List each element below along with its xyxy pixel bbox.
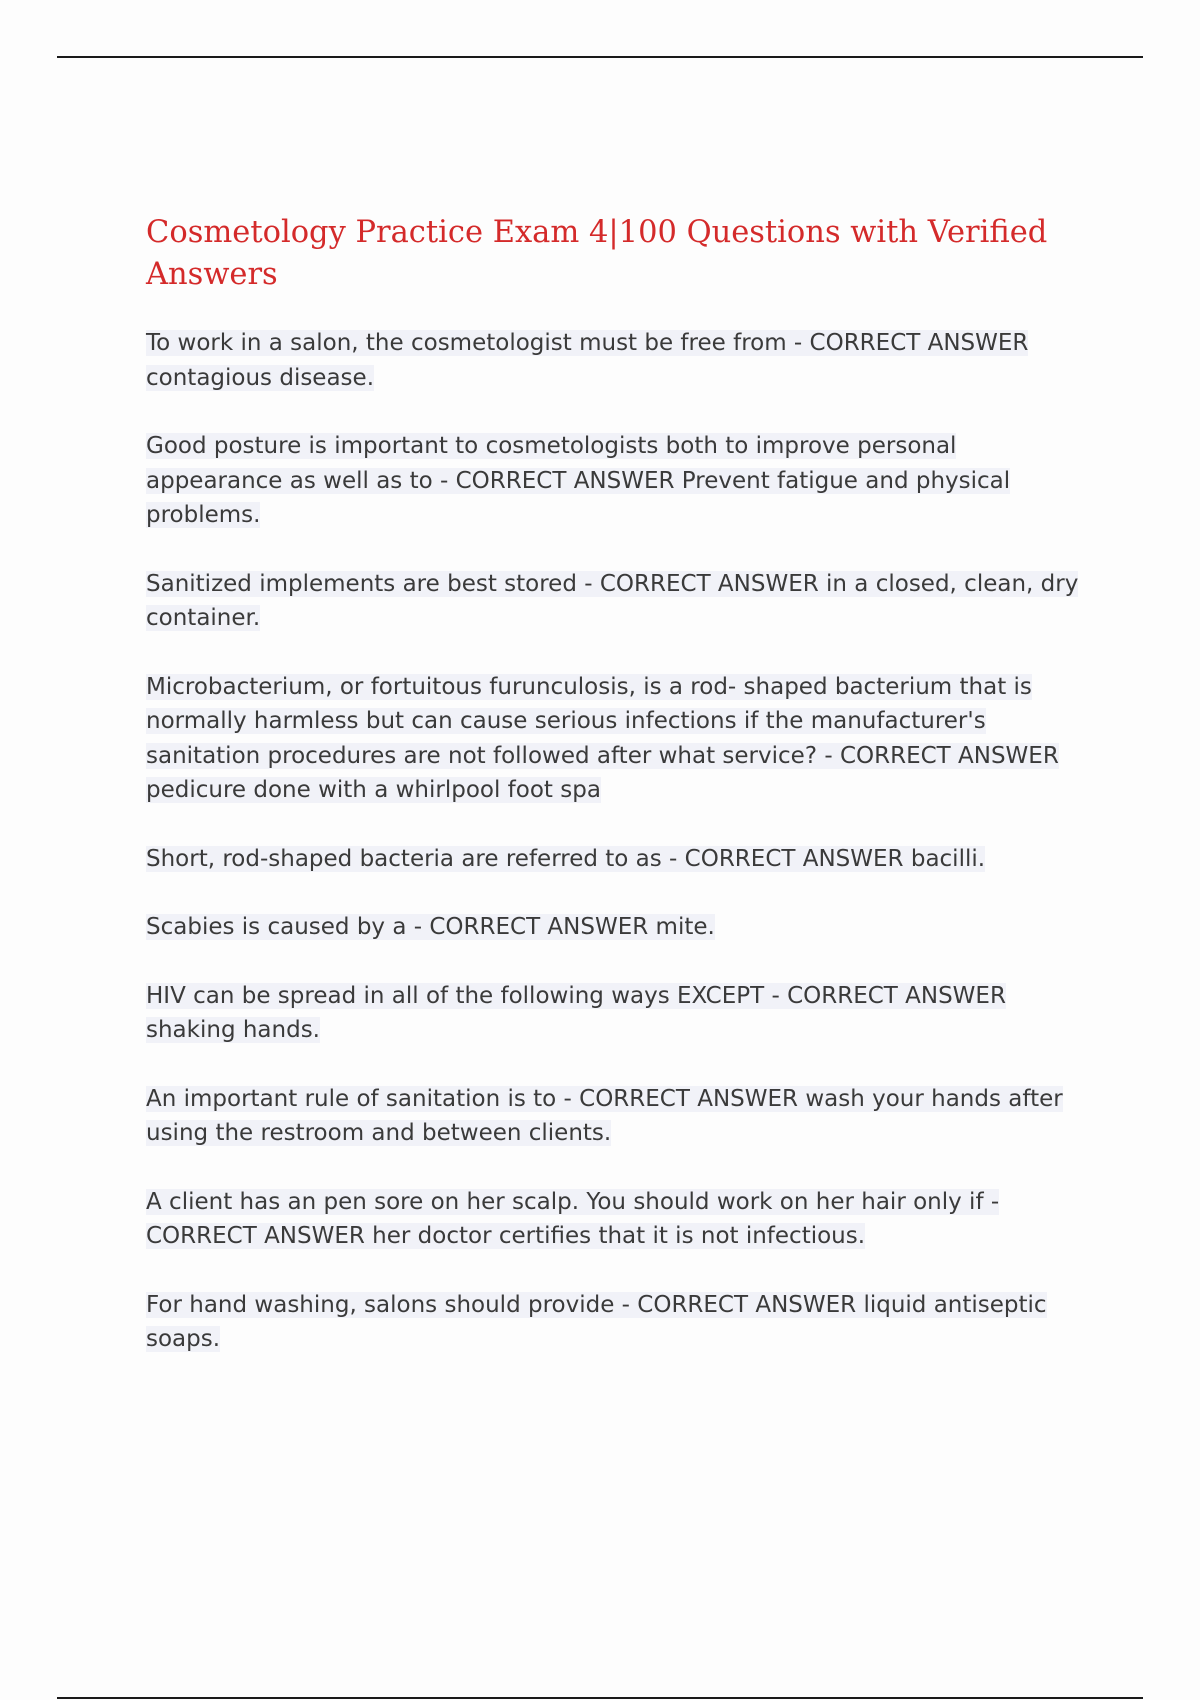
question-answer-text: Good posture is important to cosmetologists both to improve personal appearance as well as to - CORRECT ANSWER Prevent fatigue and physical problems. <box>146 433 1011 528</box>
question-answer-5 <box>146 842 1096 877</box>
question-answer-3 <box>146 567 1096 636</box>
question-answer-9 <box>146 1185 1096 1254</box>
question-answer-7 <box>146 979 1096 1048</box>
question-answer-text: An important rule of sanitation is to - CORRECT ANSWER wash your hands after using the restroom and between clients. <box>146 1085 1063 1146</box>
question-answer-text: Sanitized implements are best stored - CORRECT ANSWER in a closed, clean, dry container. <box>146 570 1079 631</box>
question-answer-1 <box>146 326 1096 395</box>
question-answer-4 <box>146 670 1096 808</box>
footer-rule <box>57 1697 1143 1699</box>
document-body <box>146 212 1096 1391</box>
question-answer-text: Scabies is caused by a - CORRECT ANSWER mite. <box>146 914 715 940</box>
question-answer-10 <box>146 1288 1096 1357</box>
question-answer-text: Microbacterium, or fortuitous furunculosis, is a rod- shaped bacterium that is normally harmless but can cause serious infections if the manufacturer's sanitation procedures are not followed after what service? - CORRECT ANSWER pedicure done with a whirlpool foot spa <box>146 673 1059 803</box>
question-answer-2 <box>146 429 1096 533</box>
header-rule <box>57 56 1143 58</box>
question-answer-6 <box>146 910 1096 945</box>
question-answer-text: HIV can be spread in all of the following ways EXCEPT - CORRECT ANSWER shaking hands. <box>146 982 1006 1043</box>
document-title: Cosmetology Practice Exam 4|100 Questions with Verified Answers <box>146 215 1048 292</box>
question-answer-text: Short, rod-shaped bacteria are referred to as - CORRECT ANSWER bacilli. <box>146 845 986 872</box>
question-answer-text: For hand washing, salons should provide - CORRECT ANSWER liquid antiseptic soaps. <box>146 1291 1047 1352</box>
question-answer-text: A client has an pen sore on her scalp. You should work on her hair only if - CORRECT ANSWER her doctor certifies that it is not infectious. <box>146 1188 1000 1249</box>
question-answer-8 <box>146 1082 1096 1151</box>
question-answer-text: To work in a salon, the cosmetologist must be free from - CORRECT ANSWER contagious disease. <box>146 330 1029 391</box>
